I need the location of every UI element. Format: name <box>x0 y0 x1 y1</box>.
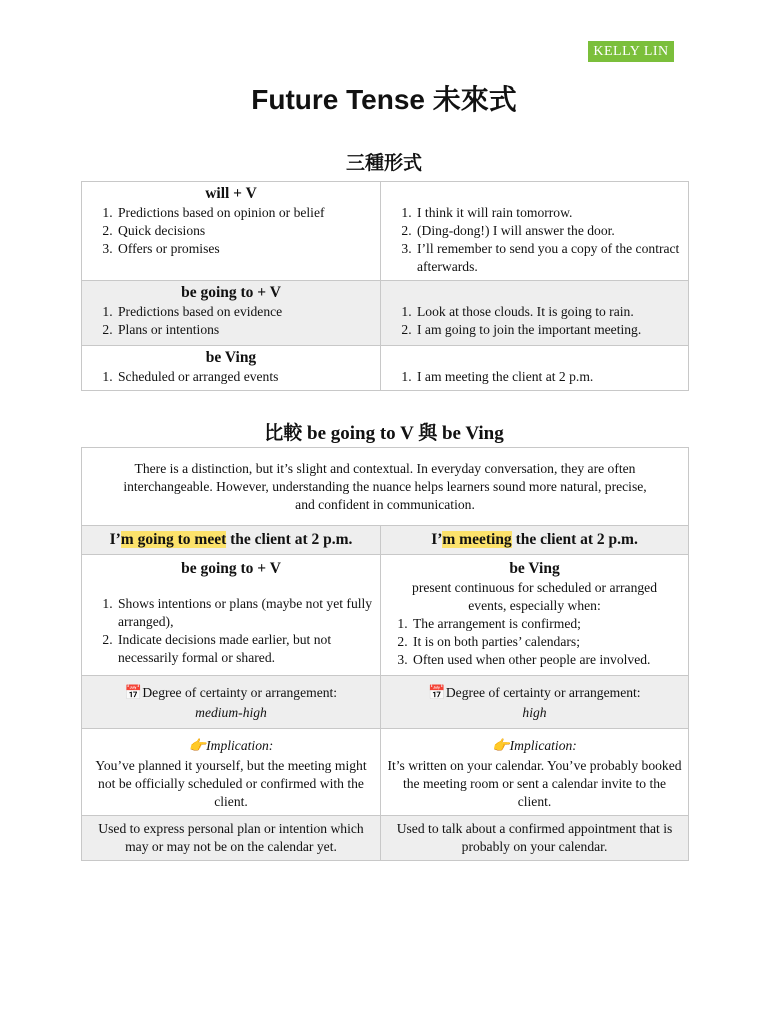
example-sentence-ving: I’m meeting the client at 2 p.m. <box>431 531 638 548</box>
list-item: 1. I think it will rain tomorrow. <box>415 204 684 222</box>
table-row <box>82 816 689 861</box>
implication-label: 👉Implication: <box>492 738 577 754</box>
usage-text: Used to talk about a confirmed appointment that is probably on your calendar. <box>396 821 673 854</box>
section-title-forms: 三種形式 <box>345 153 422 174</box>
example-sentence-going-to: I’m going to meet the client at 2 p.m. <box>109 531 353 548</box>
points-list <box>385 615 684 669</box>
list-item: 2. Indicate decisions made earlier, but not necessarily formal or shared. <box>116 631 376 667</box>
list-item: 2. Plans or intentions <box>116 321 376 339</box>
calendar-icon: 📅 <box>124 685 143 701</box>
form-heading: be Ving <box>205 349 257 366</box>
examples-list <box>385 204 684 276</box>
intro-text: There is a distinction, but it’s slight and contextual. In everyday conversation, they are often interchangeable. However, understanding the nuance helps learners sound more natural, precise, and confident in communication. <box>123 461 647 512</box>
table-row <box>82 526 689 555</box>
uses-list <box>86 368 376 386</box>
section-title-comparison: 比較 be going to V 與 be Ving <box>264 423 504 444</box>
table-row <box>82 281 689 346</box>
page-title: Future Tense 未來式 <box>251 84 517 115</box>
implication-text: It’s written on your calendar. You’ve probably booked the meeting room or sent a calendar invite to the client. <box>387 758 682 809</box>
pointing-hand-icon: 👉 <box>492 738 510 754</box>
certainty-value: medium-high <box>195 705 267 720</box>
table-row <box>82 182 689 281</box>
implication-text: You’ve planned it yourself, but the meeting might not be officially scheduled or confirmed with the client. <box>95 758 367 809</box>
comparison-table <box>81 447 689 861</box>
list-item: 1. The arrangement is confirmed; <box>411 615 684 633</box>
usage-text: Used to express personal plan or intention which may or may not be on the calendar yet. <box>98 821 364 854</box>
examples-list <box>385 368 684 386</box>
brand-logo: KELLY LIN <box>588 41 674 62</box>
points-list <box>86 595 376 667</box>
form-heading: be Ving <box>509 560 560 577</box>
calendar-icon: 📅 <box>428 685 446 701</box>
list-item: 1. Shows intentions or plans (maybe not yet fully arranged), <box>116 595 376 631</box>
implication-label: 👉Implication: <box>188 738 274 754</box>
certainty-label: 📅Degree of certainty or arrangement: <box>428 685 641 701</box>
list-item: 2. I am going to join the important meeting. <box>415 321 684 339</box>
form-subtitle: present continuous for scheduled or arranged events, especially when: <box>412 580 657 613</box>
list-item: 1. Look at those clouds. It is going to rain. <box>415 303 684 321</box>
form-heading: be going to + V <box>181 560 281 577</box>
certainty-label: 📅Degree of certainty or arrangement: <box>124 685 338 701</box>
table-row <box>82 676 689 729</box>
highlight: m meeting <box>442 531 512 548</box>
list-item: 1. Scheduled or arranged events <box>116 368 376 386</box>
table-row <box>82 346 689 391</box>
list-item: 1. Predictions based on opinion or belief <box>116 204 376 222</box>
list-item: 1. I am meeting the client at 2 p.m. <box>415 368 684 386</box>
forms-table <box>81 181 689 391</box>
list-item: 3. I’ll remember to send you a copy of the contract afterwards. <box>415 240 684 276</box>
table-row <box>82 729 689 816</box>
list-item: 2. Quick decisions <box>116 222 376 240</box>
list-item: 3. Often used when other people are involved. <box>411 651 684 669</box>
form-heading: be going to + V <box>181 284 281 301</box>
examples-list <box>385 303 684 339</box>
list-item: 2. (Ding-dong!) I will answer the door. <box>415 222 684 240</box>
list-item: 2. It is on both parties’ calendars; <box>411 633 684 651</box>
pointing-hand-icon: 👉 <box>188 738 207 754</box>
form-heading: will + V <box>205 185 257 202</box>
table-row <box>82 448 689 526</box>
list-item: 3. Offers or promises <box>116 240 376 258</box>
highlight: m going to meet <box>120 531 227 548</box>
uses-list <box>86 204 376 258</box>
uses-list <box>86 303 376 339</box>
table-row <box>82 555 689 676</box>
list-item: 1. Predictions based on evidence <box>116 303 376 321</box>
certainty-value: high <box>522 705 547 720</box>
